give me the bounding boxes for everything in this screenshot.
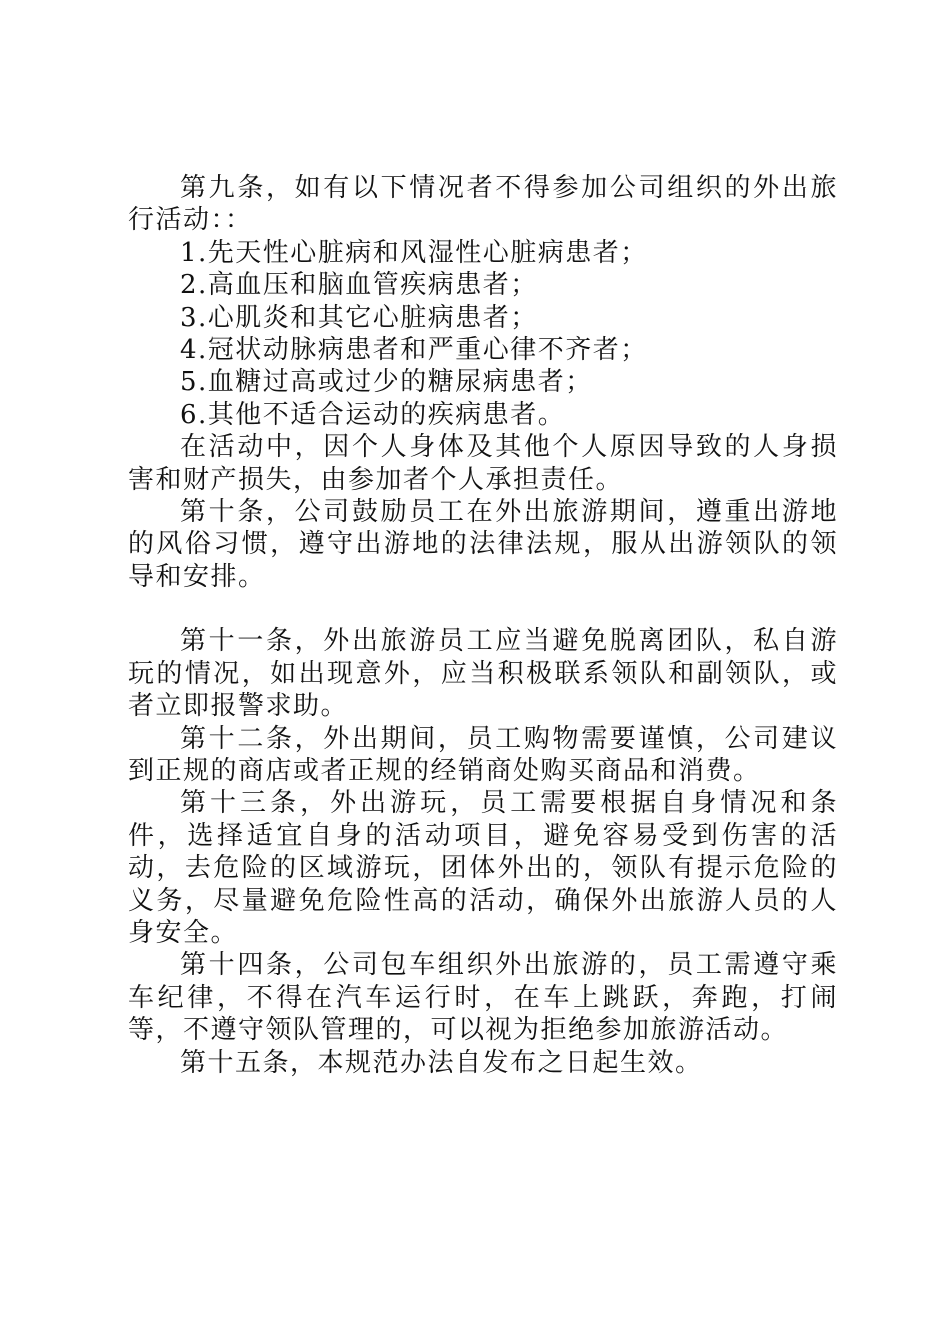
- list-item: 3.心肌炎和其它心脏病患者；: [180, 302, 538, 333]
- liability-paragraph: 在活动中，因个人身体及其他个人原因导致的人身损害和财产损失，由参加者个人承担责任。: [128, 432, 838, 495]
- article-13: 第十三条，外出游玩，员工需要根据自身情况和条件，选择适宜自身的活动项目，避免容易受到伤害的活动，去危险的区域游玩，团体外出的，领队有提示危险的义务，尽量避免危险性高的活动，确保外出旅游人员的人身安全。: [128, 788, 838, 948]
- list-item: 5.血糖过高或过少的糖尿病患者；: [180, 367, 593, 398]
- document-body: [128, 172, 838, 1079]
- article-15: 第十五条，本规范办法自发布之日起生效。: [180, 1047, 703, 1078]
- article-10: 第十条，公司鼓励员工在外出旅游期间，遵重出游地的风俗习惯，遵守出游地的法律法规，服从出游领队的领导和安排。: [128, 497, 838, 592]
- list-item: 6.其他不适合运动的疾病患者。: [180, 399, 566, 430]
- list-item: 2.高血压和脑血管疾病患者；: [180, 270, 538, 301]
- article-12: 第十二条，外出期间，员工购物需要谨慎，公司建议到正规的商店或者正规的经销商处购买商品和消费。: [128, 723, 838, 786]
- list-item: 1.先天性心脏病和风湿性心脏病患者；: [180, 237, 648, 268]
- paragraph-gap: [128, 593, 838, 625]
- article-14: 第十四条，公司包车组织外出旅游的，员工需遵守乘车纪律，不得在汽车运行时，在车上跳跃，奔跑，打闹等，不遵守领队管理的，可以视为拒绝参加旅游活动。: [128, 950, 838, 1046]
- article-11: 第十一条，外出旅游员工应当避免脱离团队，私自游玩的情况，如出现意外，应当积极联系领队和副领队，或者立即报警求助。: [128, 626, 838, 722]
- list-item: 4.冠状动脉病患者和严重心律不齐者；: [180, 335, 648, 366]
- article-9-intro: 第九条，如有以下情况者不得参加公司组织的外出旅行活动：：: [128, 173, 838, 236]
